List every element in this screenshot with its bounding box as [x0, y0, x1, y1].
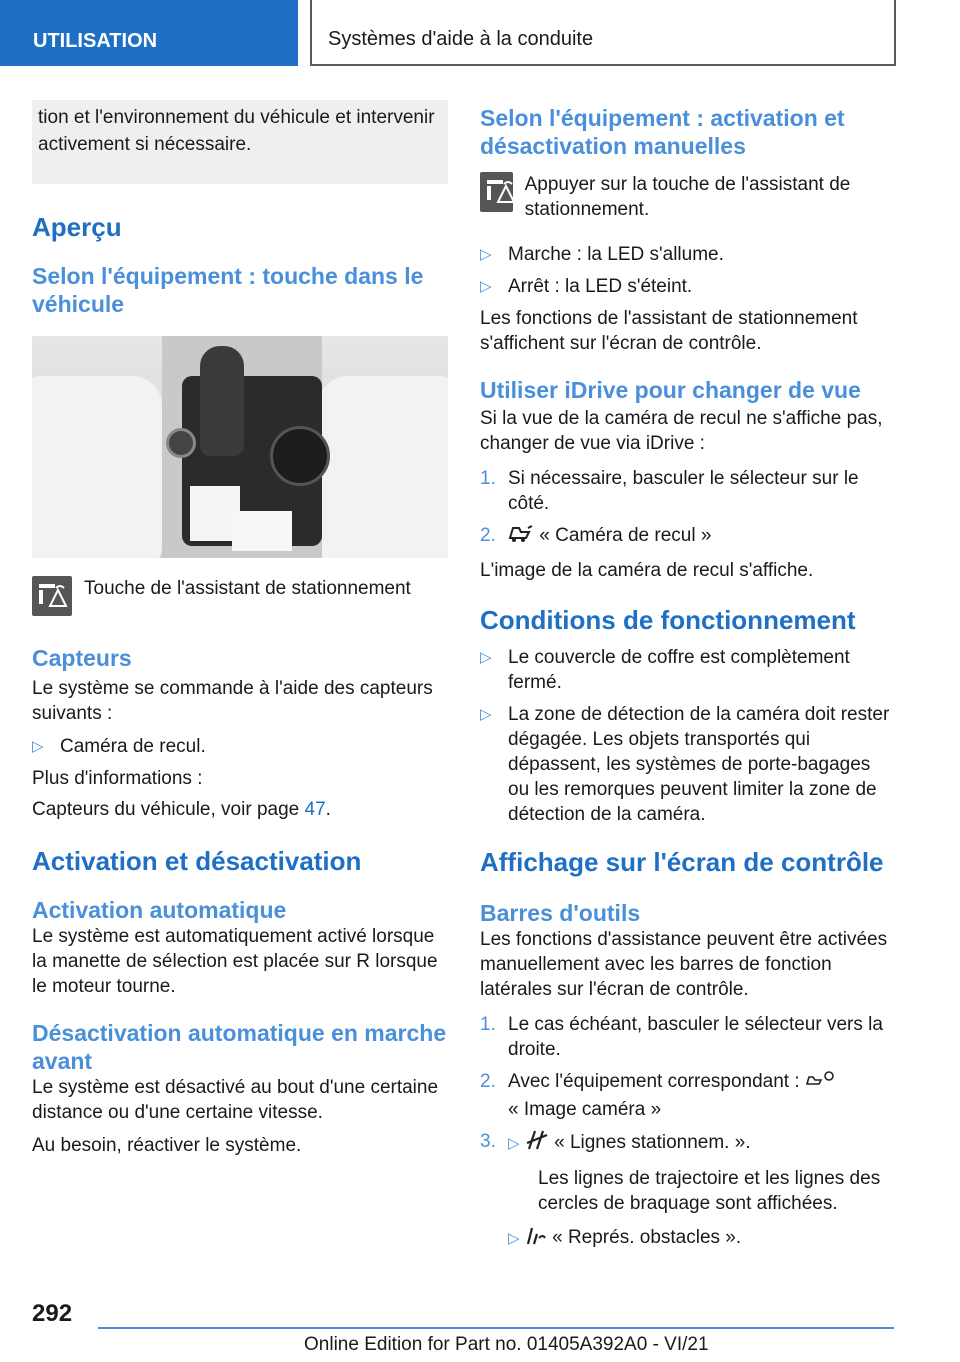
list-item: ▷ Arrêt : la LED s'éteint. — [480, 276, 693, 297]
conditions-list — [480, 645, 896, 827]
capteurs-ref: Capteurs du véhicule, voir page 47. — [32, 799, 331, 820]
park-assist-icon — [32, 576, 72, 616]
idrive-steps — [480, 466, 896, 551]
list-item: 2. Avec l'équipement correspondant : « Image caméra » — [480, 1069, 896, 1122]
list-item: 1. Le cas échéant, basculer le sélecteur vers la droite. — [480, 1014, 883, 1060]
capteurs-list — [32, 734, 448, 759]
photo-caption: Touche de l'assistant de stationnement — [84, 578, 411, 599]
park-assist-icon — [480, 172, 513, 212]
list-item: ▷ Marche : la LED s'allume. — [480, 244, 724, 265]
heading-barres: Barres d'outils — [480, 900, 641, 926]
reactivate-text: Au besoin, réactiver le système. — [32, 1135, 302, 1156]
heading-apercu: Aperçu — [32, 212, 122, 242]
heading-idrive: Utiliser iDrive pour changer de vue — [480, 377, 861, 403]
plus-info: Plus d'informations : — [32, 768, 203, 789]
heading-manuel: Selon l'équipement : activation et désactivation manuelles — [480, 105, 845, 159]
barres-steps — [480, 1012, 896, 1253]
heading-affichage: Affichage sur l'écran de contrôle — [480, 847, 884, 877]
obstacles-icon — [525, 1224, 547, 1253]
footer-divider — [98, 1327, 894, 1329]
page-number: 292 — [32, 1300, 73, 1327]
heading-conditions: Conditions de fonctionnement — [480, 605, 856, 635]
press-row — [480, 172, 896, 222]
section-title: UTILISATION — [0, 0, 298, 66]
heading-activation: Activation et désactivation — [32, 846, 362, 876]
step3-detail: Les lignes de trajectoire et les lignes des cercles de braquage sont affichées. — [538, 1168, 881, 1214]
desact-text: Le système est désactivé au bout d'une certaine distance ou d'une certaine vitesse. — [32, 1077, 439, 1123]
footer-edition: Online Edition for Part no. 01405A392A0 - VI/21 — [304, 1334, 709, 1355]
barres-text: Les fonctions d'assistance peuvent être activées manuellement avec les barres de fonction latérales sur l'écran de contrôle. — [480, 929, 888, 1000]
parking-lines-icon — [525, 1129, 549, 1158]
caption-row — [32, 576, 448, 616]
heading-desact: Désactivation automatique en marche avant — [32, 1020, 447, 1074]
list-item: 2. « Caméra de recul » — [480, 523, 896, 551]
camera-icon — [508, 524, 534, 551]
page-link[interactable]: 47 — [304, 799, 326, 820]
left-column — [32, 100, 448, 1158]
right-column — [480, 104, 896, 1260]
list-item: 1. Si nécessaire, basculer le sélecteur sur le côté. — [480, 468, 859, 514]
functions-text: Les fonctions de l'assistant de stationnement s'affichent sur l'écran de contrôle. — [480, 308, 858, 354]
capteurs-text: Le système se commande à l'aide des capteurs suivants : — [32, 678, 433, 724]
continuation-text: tion et l'environnement du véhicule et intervenir activement si nécessaire. — [38, 107, 435, 155]
list-item: ▷ Le couvercle de coffre est complètement fermé. — [480, 647, 850, 693]
idrive-text: Si la vue de la caméra de recul ne s'affiche pas, changer de vue via iDrive : — [480, 408, 883, 454]
camera-settings-icon — [805, 1070, 835, 1097]
press-text: Appuyer sur la touche de l'assistant de stationnement. — [524, 174, 851, 220]
continuation-box — [32, 100, 448, 184]
list-item: ▷ La zone de détection de la caméra doit rester dégagée. Les objets transportés qui dépassent, les systèmes de porte-bagages ou les remorques peuvent limiter la zone de détection de la caméra. — [480, 704, 890, 825]
auto-text: Le système est automatiquement activé lorsque la manette de sélection est placée sur R lorsque le moteur tourne. — [32, 926, 438, 997]
console-photo — [32, 336, 448, 558]
heading-touche: Selon l'équipement : touche dans le véhicule — [32, 263, 424, 317]
heading-capteurs: Capteurs — [32, 645, 132, 671]
image-shown-text: L'image de la caméra de recul s'affiche. — [480, 560, 814, 581]
heading-auto: Activation automatique — [32, 897, 287, 923]
chapter-title: Systèmes d'aide à la conduite — [310, 0, 896, 66]
list-item: 3. ▷ « Lignes stationnem. ». Les lignes de trajectoire et les lignes des cercles de braquage sont affichées. ▷ « Représ. obstacles ». — [480, 1129, 896, 1253]
page-header — [0, 0, 960, 66]
list-item: ▷ Caméra de recul. — [32, 736, 206, 757]
step3-sub: ▷ « Représ. obstacles ». — [508, 1224, 896, 1253]
led-list — [480, 242, 896, 299]
